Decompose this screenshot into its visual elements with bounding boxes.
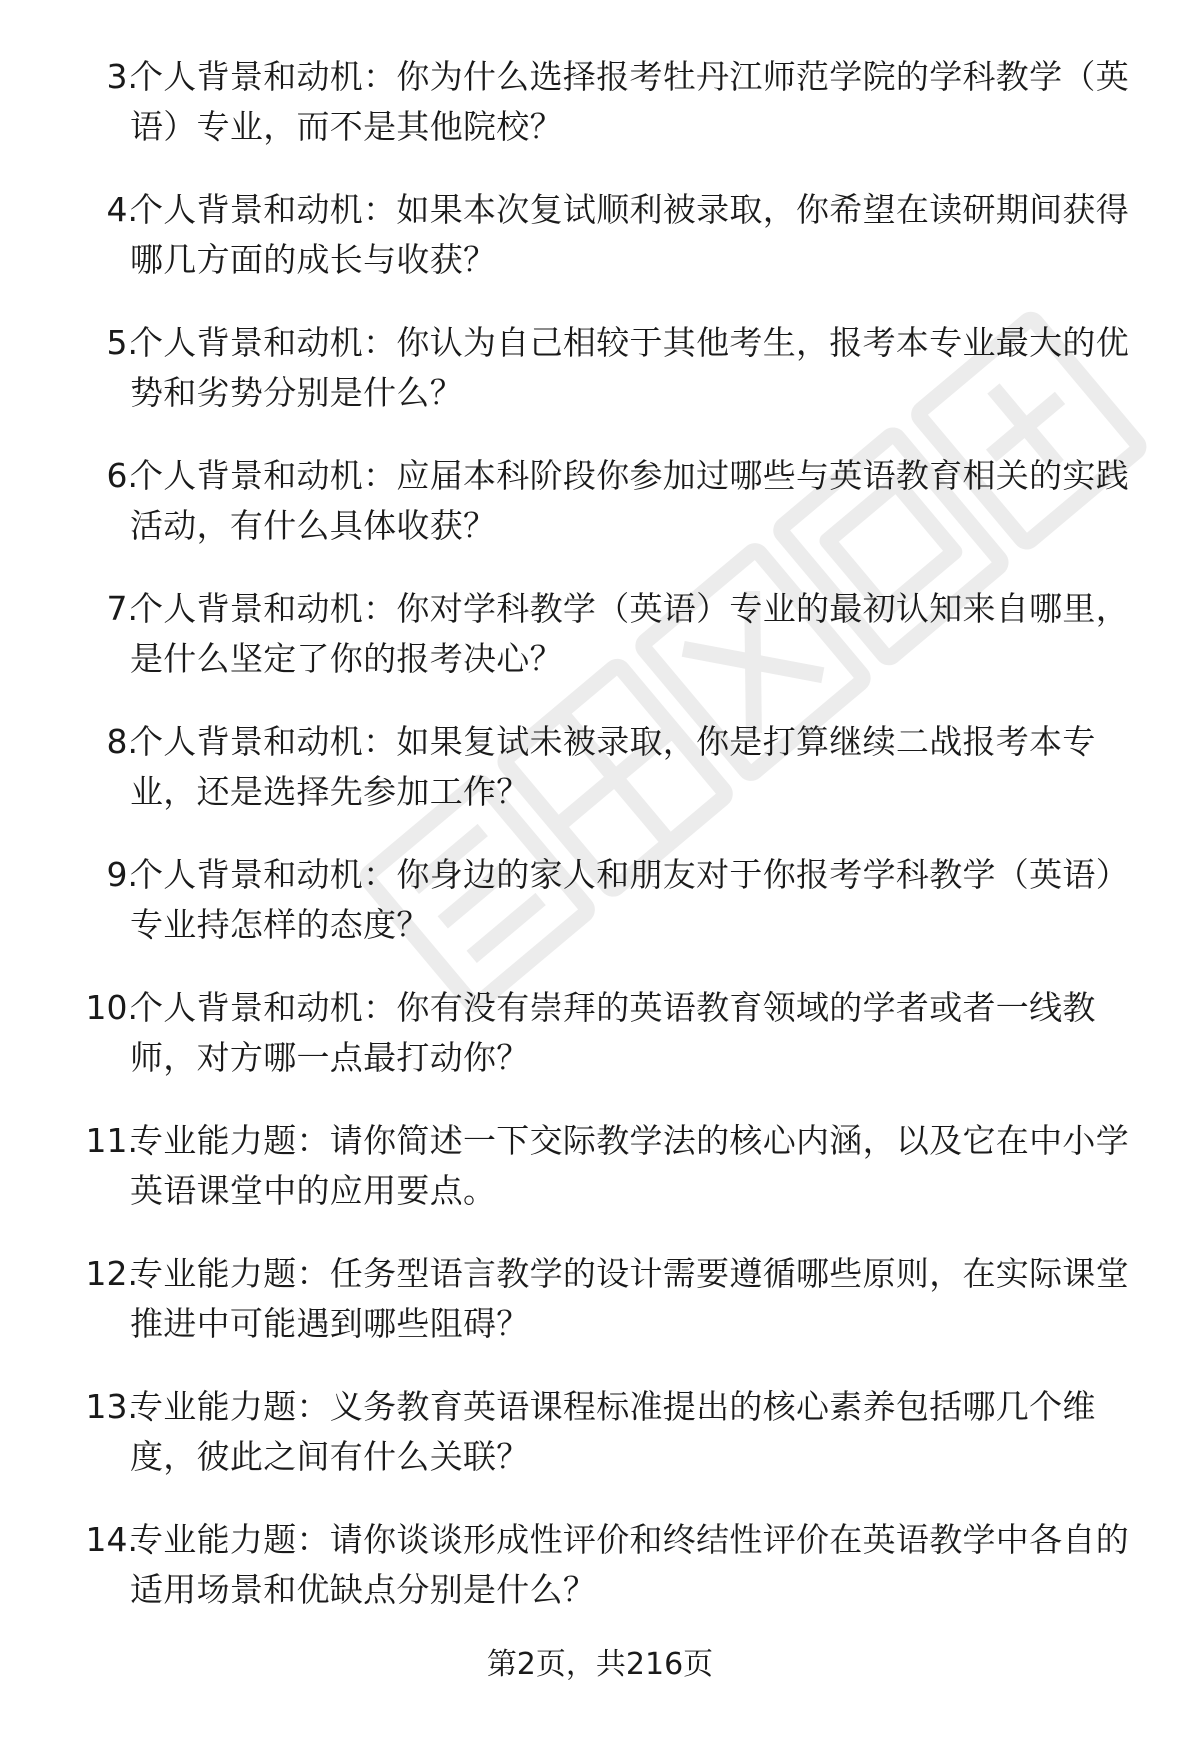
question-number: 11. xyxy=(85,1121,138,1160)
question-item xyxy=(0,1249,1200,1382)
question-text: 个人背景和动机：你认为自己相较于其他考生，报考本专业最大的优势和劣势分别是什么？ xyxy=(130,323,1129,412)
question-text: 个人背景和动机：你有没有崇拜的英语教育领域的学者或者一线教师，对方哪一点最打动你？ xyxy=(130,988,1096,1077)
question-text: 专业能力题：请你谈谈形成性评价和终结性评价在英语教学中各自的适用场景和优缺点分别是什么？ xyxy=(130,1520,1129,1609)
question-item xyxy=(0,1515,1200,1648)
question-list xyxy=(0,52,1200,1648)
question-item xyxy=(0,451,1200,584)
question-number: 3. xyxy=(106,57,138,96)
question-text: 个人背景和动机：你为什么选择报考牡丹江师范学院的学科教学（英语）专业，而不是其他院校？ xyxy=(130,57,1129,146)
question-number: 14. xyxy=(85,1520,138,1559)
question-text: 专业能力题：请你简述一下交际教学法的核心内涵，以及它在中小学英语课堂中的应用要点。 xyxy=(130,1121,1129,1210)
question-number: 10. xyxy=(85,988,138,1027)
question-number: 9. xyxy=(106,855,138,894)
question-number: 5. xyxy=(106,323,138,362)
question-text: 个人背景和动机：你身边的家人和朋友对于你报考学科教学（英语）专业持怎样的态度？ xyxy=(130,855,1129,944)
question-text: 个人背景和动机：如果复试未被录取，你是打算继续二战报考本专业，还是选择先参加工作？ xyxy=(130,722,1096,811)
question-item xyxy=(0,584,1200,717)
question-item xyxy=(0,983,1200,1116)
question-item xyxy=(0,1382,1200,1515)
question-number: 8. xyxy=(106,722,138,761)
question-text: 个人背景和动机：你对学科教学（英语）专业的最初认知来自哪里，是什么坚定了你的报考决心？ xyxy=(130,589,1129,678)
question-item xyxy=(0,1116,1200,1249)
question-text: 个人背景和动机：应届本科阶段你参加过哪些与英语教育相关的实践活动，有什么具体收获？ xyxy=(130,456,1129,545)
question-number: 6. xyxy=(106,456,138,495)
question-item xyxy=(0,52,1200,185)
question-text: 专业能力题：任务型语言教学的设计需要遵循哪些原则，在实际课堂推进中可能遇到哪些阻碍？ xyxy=(130,1254,1129,1343)
question-number: 7. xyxy=(106,589,138,628)
question-item xyxy=(0,717,1200,850)
question-text: 专业能力题：义务教育英语课程标准提出的核心素养包括哪几个维度，彼此之间有什么关联？ xyxy=(130,1387,1096,1476)
question-number: 13. xyxy=(85,1387,138,1426)
page-footer: 第2页，共216页 xyxy=(486,1647,714,1682)
question-number: 12. xyxy=(85,1254,138,1293)
question-item xyxy=(0,185,1200,318)
question-item xyxy=(0,318,1200,451)
question-text: 个人背景和动机：如果本次复试顺利被录取，你希望在读研期间获得哪几方面的成长与收获？ xyxy=(130,190,1129,279)
question-item xyxy=(0,850,1200,983)
question-number: 4. xyxy=(106,190,138,229)
